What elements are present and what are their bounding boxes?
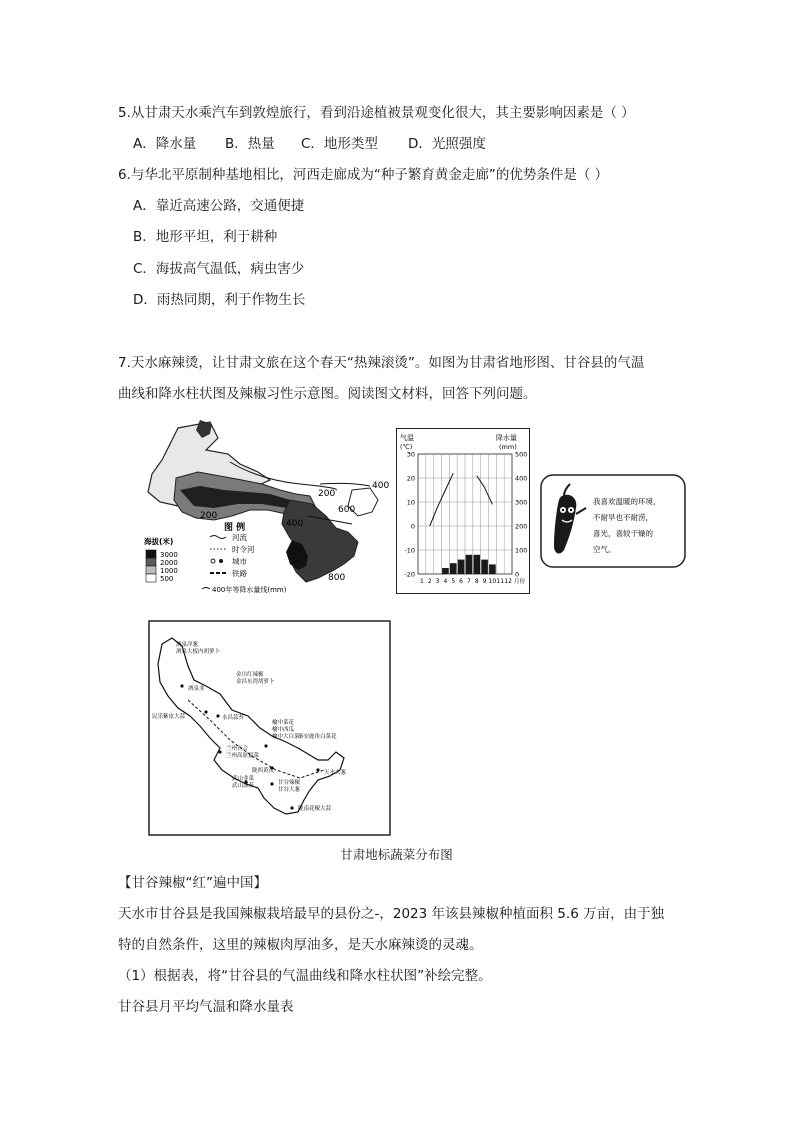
contour-label: 600 (338, 505, 356, 515)
pepper-text-line: 不耐旱也不耐涝， (593, 513, 653, 522)
veg-label: 榆中菜花榆中西瓜榆中大白菜 (272, 720, 300, 740)
month-tick-label: 12 (504, 578, 512, 585)
legend-item: 铁路 (232, 569, 247, 578)
veg-label: 永昌蒜苔 (222, 715, 245, 721)
precip-bar (466, 555, 473, 574)
veg-label: 秦安鹿角白菜花 (298, 734, 337, 740)
veg-label: 甘谷辣椒甘谷大葱 (278, 780, 301, 793)
legend-item: 时令河 (232, 545, 255, 554)
table-title: 甘谷县月平均气温和降水量表 (118, 999, 294, 1015)
gansu-terrain-map (140, 420, 390, 605)
city-icon (211, 559, 215, 563)
month-tick-label: 4 (443, 578, 448, 585)
veg-label: 酒泉韭 (188, 686, 205, 692)
precip-tick-label: 0 (515, 570, 520, 579)
q6-option-b[interactable]: B．地形平坦，利于耕种 (133, 229, 278, 245)
temp-tick-label: -20 (404, 570, 415, 579)
q6-option-d[interactable]: D．雨热同期，利于作物生长 (133, 292, 306, 308)
temp-tick-label: 10 (406, 498, 415, 507)
contour-label: 800 (328, 573, 346, 583)
veg-label: 酒泉洋葱酒泉大板内胡萝卜 (176, 642, 221, 655)
paragraph-line-1: 天水市甘谷县是我国辣椒栽培最早的县份之-，2023 年该县辣椒种植面积 5.6 万亩，由于独 (118, 906, 665, 922)
legend-item: 河流 (232, 533, 247, 542)
section-title: 【甘谷辣椒“红”遍中国】 (118, 875, 267, 891)
q7-intro-1: 7.天水麻辣烫，让甘肃文旅在这个春天“热辣滚烫”。如图为甘肃省地形图、甘谷县的气温 (118, 355, 645, 371)
legend-item: 城市 (232, 557, 247, 566)
q6-option-a[interactable]: A．靠近高速公路，交通便捷 (133, 198, 305, 214)
precip-bar (458, 560, 465, 574)
q5-stem: 5.从甘肃天水乘汽车到敦煌旅行，看到沿途植被景观变化很大，其主要影响因素是（ ） (118, 105, 635, 121)
veg-label: 天水大葱 (324, 770, 347, 776)
river-icon (210, 536, 226, 539)
month-tick-label: 10 (488, 578, 497, 585)
legend-elev-value: 500 (160, 575, 174, 583)
legend-swatch-1000 (146, 566, 156, 574)
isoline-400 (320, 483, 370, 486)
contour-label: 200 (318, 489, 336, 499)
precip-bar (481, 560, 488, 574)
legend-elevation-label: 海拔(米) (144, 537, 174, 546)
month-tick-label: 9 (482, 578, 487, 585)
precip-tick-label: 200 (515, 522, 528, 531)
veg-label: 陇南花椒大蒜 (298, 806, 332, 812)
city-icon (219, 559, 223, 563)
temp-axis-unit: (℃) (400, 443, 413, 451)
gansu-vegetable-map (148, 620, 391, 836)
month-unit-label: 月份 (514, 579, 526, 585)
veg-label: 金川红辣椒金昌东湾胡萝卜 (236, 672, 275, 685)
veg-label: 兰州百合兰州高原夏菜 (226, 746, 260, 759)
month-tick-label: 3 (435, 578, 440, 585)
pepper-habit-box (540, 474, 686, 568)
legend-swatch-2000 (146, 558, 156, 566)
paragraph-line-2: 特的自然条件，这里的辣椒肉厚油多，是天水麻辣烫的灵魂。 (118, 937, 483, 953)
q7-intro-2: 曲线和降水柱状图及辣椒习性示意图。阅读图文材料，回答下列问题。 (118, 386, 537, 402)
q6-stem: 6.与华北平原制种基地相比，河西走廊成为“种子繁育黄金走廊”的优势条件是（ ） (118, 167, 609, 183)
q5-option-b[interactable]: B．热量 (225, 136, 275, 152)
ganggu-climate-chart (396, 428, 530, 594)
veg-label: 民乐紫皮大蒜 (152, 714, 186, 720)
month-tick-label: 5 (451, 578, 456, 585)
month-tick-label: 7 (467, 578, 471, 585)
precip-axis-unit: (mm) (499, 443, 517, 451)
pepper-text-line: 空气。 (593, 545, 616, 554)
temp-tick-label: 0 (410, 522, 415, 531)
q5-option-d[interactable]: D．光照强度 (408, 136, 486, 152)
temp-axis-label: 气温 (400, 434, 414, 442)
legend-elev-value: 2000 (160, 559, 178, 567)
contour-label: 400 (286, 519, 304, 529)
precip-tick-label: 400 (515, 474, 528, 483)
legend-swatch-500 (146, 574, 156, 582)
month-tick-label: 6 (459, 578, 463, 585)
legend-title: 图 例 (224, 523, 246, 533)
legend-elev-value: 3000 (160, 551, 178, 559)
legend-elev-value: 1000 (160, 567, 178, 575)
precip-bar (442, 568, 449, 574)
temp-tick-label: -10 (404, 546, 415, 555)
isoline-icon (202, 588, 210, 590)
contour-label: 200 (200, 511, 218, 521)
veg-label: 武山韭菜武山蒜苔 (232, 776, 255, 789)
month-tick-label: 11 (496, 578, 505, 585)
month-tick-label: 8 (474, 578, 479, 585)
month-tick-label: 1 (420, 578, 424, 585)
sub-question-1: （1）根据表，将“甘谷县的气温曲线和降水柱状图”补绘完整。 (118, 968, 492, 984)
month-tick-label: 2 (427, 578, 432, 585)
q5-option-a[interactable]: A．降水量 (133, 136, 197, 152)
pepper-text-line: 我喜欢温暖的环境， (593, 497, 661, 506)
veg-label: 陇西黄芪 (252, 768, 275, 774)
precip-tick-label: 500 (515, 450, 528, 459)
temp-tick-label: 30 (406, 450, 415, 459)
precip-bar (473, 555, 480, 574)
veg-map-caption: 甘肃地标蔬菜分布图 (340, 847, 453, 862)
legend-swatch-3000 (146, 550, 156, 558)
q6-option-c[interactable]: C．海拔高气温低，病虫害少 (133, 261, 305, 277)
legend-item: 400年等降水量线(mm) (212, 586, 287, 594)
precip-axis-label: 降水量 (496, 434, 517, 442)
temp-tick-label: 20 (406, 474, 415, 483)
pepper-text-line: 喜光，喜较干燥的 (593, 529, 653, 538)
q5-option-c[interactable]: C．地形类型 (301, 136, 378, 152)
precip-tick-label: 300 (515, 498, 528, 507)
precip-bar (450, 563, 457, 574)
precip-bar (489, 564, 496, 574)
contour-label: 400 (372, 481, 390, 491)
precip-tick-label: 100 (515, 546, 528, 555)
